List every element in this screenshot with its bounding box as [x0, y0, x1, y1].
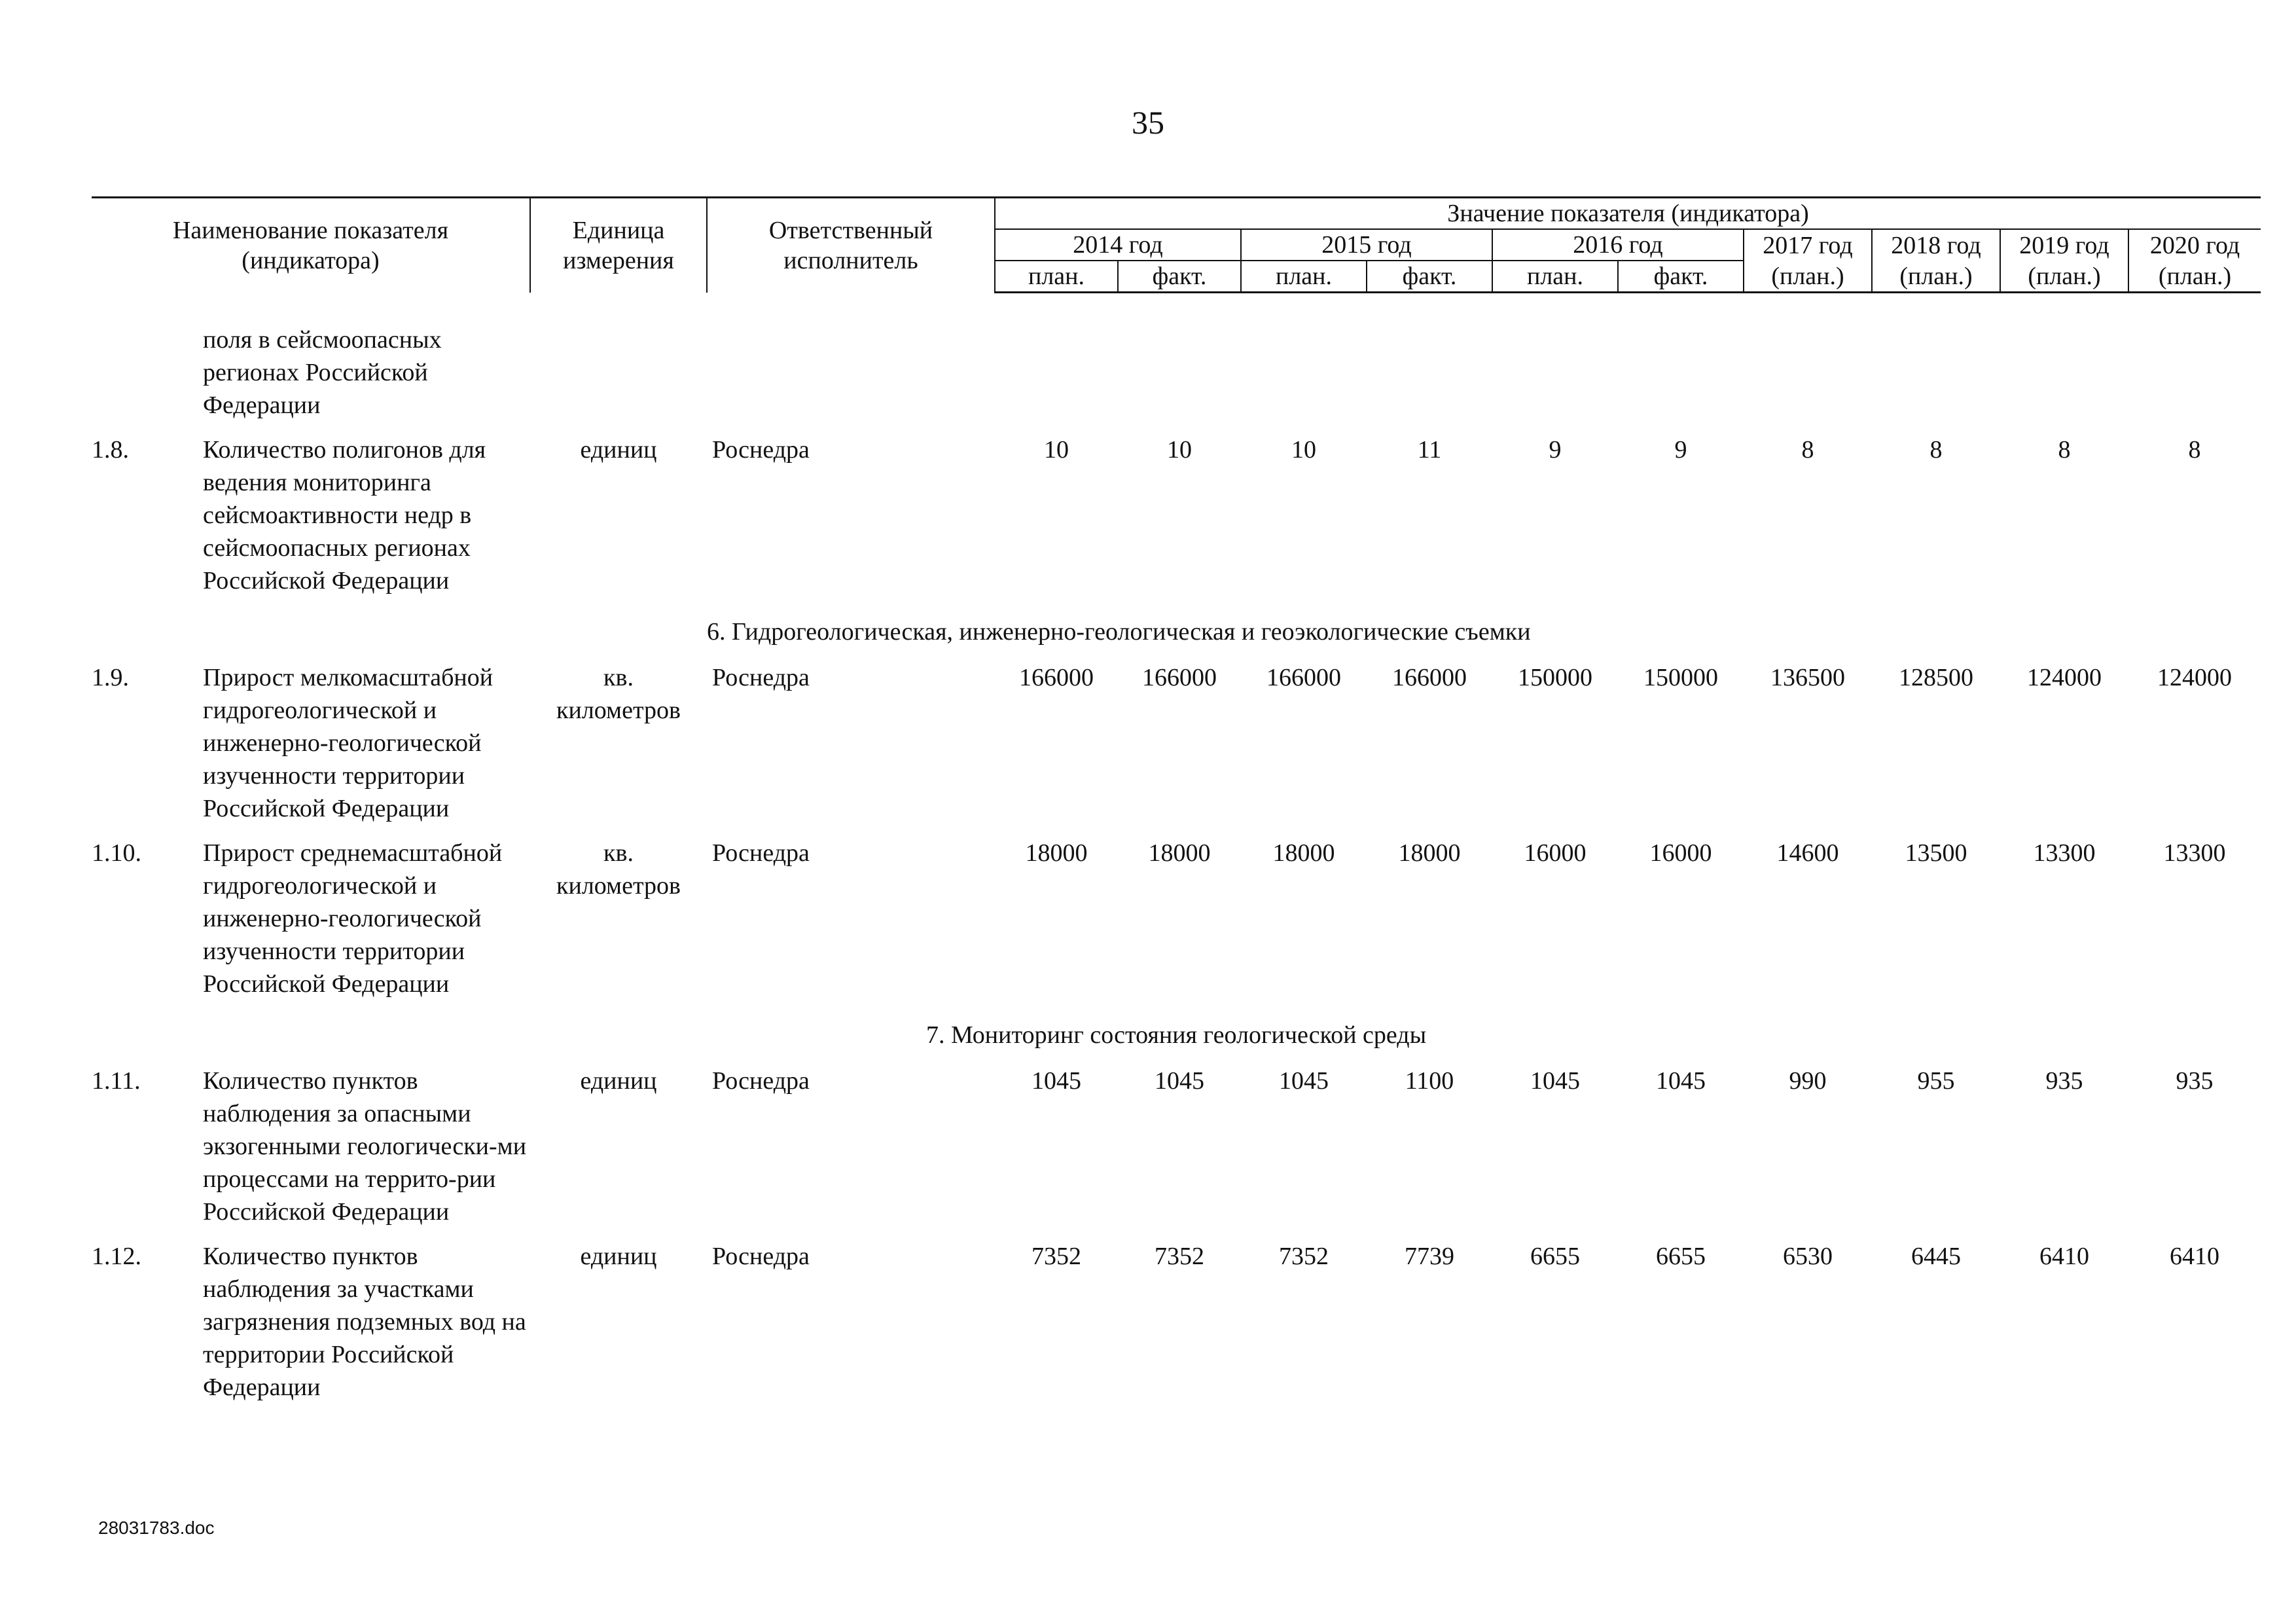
row-number: 1.10. — [92, 839, 141, 867]
value-cell: 166000 — [1142, 664, 1217, 691]
row-number: 1.9. — [92, 664, 129, 691]
value-cell: 1100 — [1405, 1067, 1454, 1095]
value-cell: 1045 — [1530, 1067, 1580, 1095]
value-cell: 13500 — [1905, 839, 1967, 867]
sub-fact-2016: факт. — [1618, 261, 1744, 293]
value-cell: 150000 — [1643, 664, 1718, 691]
row-name: Количество пунктов наблюдения за участками загрязнения подземных вод на территории Российской Федерации — [203, 1243, 526, 1401]
table-row — [92, 661, 2261, 837]
value-cell: 6530 — [1783, 1243, 1833, 1270]
header-row-1 — [92, 198, 2261, 230]
value-cell: 1045 — [1279, 1067, 1329, 1095]
value-cell: 10 — [1167, 436, 1192, 464]
value-cell: 18000 — [1272, 839, 1335, 867]
section-heading: 7. Мониторинг состояния геологической среды — [925, 1021, 1427, 1049]
row-executor: Роснедра — [712, 839, 810, 867]
row-unit: единиц — [580, 1243, 657, 1270]
row-executor: Роснедра — [712, 664, 810, 691]
spacer-row — [92, 293, 2261, 324]
row-number: 1.8. — [92, 436, 129, 464]
value-cell: 166000 — [1019, 664, 1094, 691]
header-value-label: Значение показателя (индикатора) — [995, 198, 2261, 230]
value-cell: 7352 — [1155, 1243, 1204, 1270]
table-row — [92, 1065, 2261, 1240]
value-cell: 955 — [1917, 1067, 1955, 1095]
row-unit: единиц — [580, 1067, 657, 1095]
section-row — [92, 609, 2261, 661]
value-cell: 7352 — [1279, 1243, 1329, 1270]
footer-filename: 28031783.doc — [98, 1518, 215, 1538]
value-cell: 13300 — [2033, 839, 2096, 867]
header-executor-cell — [707, 198, 995, 293]
row-number: 1.11. — [92, 1067, 141, 1095]
continuation-row — [92, 323, 2261, 433]
row-name: Прирост мелкомасштабной гидрогеологической и инженерно-геологической изученности территории Российской Федерации — [203, 664, 493, 822]
value-cell: 16000 — [1524, 839, 1587, 867]
header-name-label: Наименование показателя (индикатора) — [172, 216, 449, 274]
value-cell: 935 — [2176, 1067, 2214, 1095]
value-cell: 166000 — [1392, 664, 1467, 691]
year-2016: 2016 год — [1492, 229, 1744, 261]
row-name: Прирост среднемасштабной гидрогеологической и инженерно-геологической изученности территории Российской Федерации — [203, 839, 503, 998]
sub-plan-2015: план. — [1241, 261, 1367, 293]
header-unit-cell — [530, 198, 707, 293]
value-cell: 124000 — [2157, 664, 2233, 691]
row-number: 1.12. — [92, 1243, 141, 1270]
value-cell: 166000 — [1266, 664, 1341, 691]
row-executor: Роснедра — [712, 1067, 810, 1095]
header-executor-label: Ответственный исполнитель — [768, 216, 933, 274]
value-cell: 6655 — [1656, 1243, 1706, 1270]
table-row — [92, 433, 2261, 609]
value-cell: 10 — [1044, 436, 1069, 464]
header-unit-label: Единица измерения — [563, 216, 674, 274]
sub-fact-2015: факт. — [1367, 261, 1492, 293]
year-2020: 2020 год — [2128, 229, 2261, 261]
value-cell: 8 — [2188, 436, 2201, 464]
value-cell: 6445 — [1911, 1243, 1961, 1270]
sub-plan-2018: (план.) — [1872, 261, 2000, 293]
sub-plan-2019: (план.) — [2000, 261, 2128, 293]
value-cell: 6655 — [1530, 1243, 1580, 1270]
sub-plan-2020: (план.) — [2128, 261, 2261, 293]
value-cell: 18000 — [1148, 839, 1211, 867]
section-heading: 6. Гидрогеологическая, инженерно-геологическая и геоэкологические съемки — [707, 618, 1531, 646]
value-cell: 136500 — [1770, 664, 1845, 691]
value-cell: 128500 — [1899, 664, 1973, 691]
value-cell: 6410 — [2170, 1243, 2220, 1270]
value-cell: 1045 — [1155, 1067, 1204, 1095]
row-name: Количество пунктов наблюдения за опасными экзогенными геологически-ми процессами на террито-рии Российской Федерации — [203, 1067, 527, 1226]
value-cell: 1045 — [1656, 1067, 1706, 1095]
value-cell: 6410 — [2039, 1243, 2089, 1270]
value-cell: 8 — [1801, 436, 1814, 464]
row-executor: Роснедра — [712, 1243, 810, 1270]
value-cell: 13300 — [2163, 839, 2226, 867]
header-name-cell — [92, 198, 530, 293]
row-unit: кв. километров — [556, 664, 681, 724]
value-cell: 14600 — [1776, 839, 1839, 867]
row-unit: кв. километров — [556, 839, 681, 900]
table-row — [92, 837, 2261, 1012]
continuation-text: поля в сейсмоопасных регионах Российской Федерации — [203, 326, 442, 419]
value-cell: 9 — [1674, 436, 1687, 464]
value-cell: 990 — [1789, 1067, 1827, 1095]
value-cell: 8 — [1929, 436, 1943, 464]
row-name: Количество полигонов для ведения мониторинга сейсмоактивности недр в сейсмоопасных регионах Российской Федерации — [203, 436, 486, 594]
indicator-table — [92, 196, 2261, 1415]
sub-plan-2016: план. — [1492, 261, 1618, 293]
row-unit: единиц — [580, 436, 657, 464]
value-cell: 7739 — [1405, 1243, 1454, 1270]
page-number: 35 — [1132, 104, 1164, 141]
row-executor: Роснедра — [712, 436, 810, 464]
value-cell: 150000 — [1518, 664, 1592, 691]
value-cell: 9 — [1549, 436, 1562, 464]
year-2014: 2014 год — [995, 229, 1241, 261]
sub-plan-2014: план. — [995, 261, 1118, 293]
sub-plan-2017: (план.) — [1744, 261, 1872, 293]
value-cell: 124000 — [2027, 664, 2102, 691]
value-cell: 18000 — [1025, 839, 1088, 867]
value-cell: 18000 — [1398, 839, 1461, 867]
value-cell: 7352 — [1031, 1243, 1081, 1270]
sub-fact-2014: факт. — [1118, 261, 1241, 293]
value-cell: 935 — [2045, 1067, 2083, 1095]
value-cell: 16000 — [1649, 839, 1712, 867]
year-2017: 2017 год — [1744, 229, 1872, 261]
value-cell: 8 — [2058, 436, 2071, 464]
section-row — [92, 1012, 2261, 1065]
value-cell: 1045 — [1031, 1067, 1081, 1095]
year-2015: 2015 год — [1241, 229, 1492, 261]
table-row — [92, 1240, 2261, 1415]
year-2018: 2018 год — [1872, 229, 2000, 261]
value-cell: 11 — [1417, 436, 1442, 464]
year-2019: 2019 год — [2000, 229, 2128, 261]
value-cell: 10 — [1291, 436, 1316, 464]
